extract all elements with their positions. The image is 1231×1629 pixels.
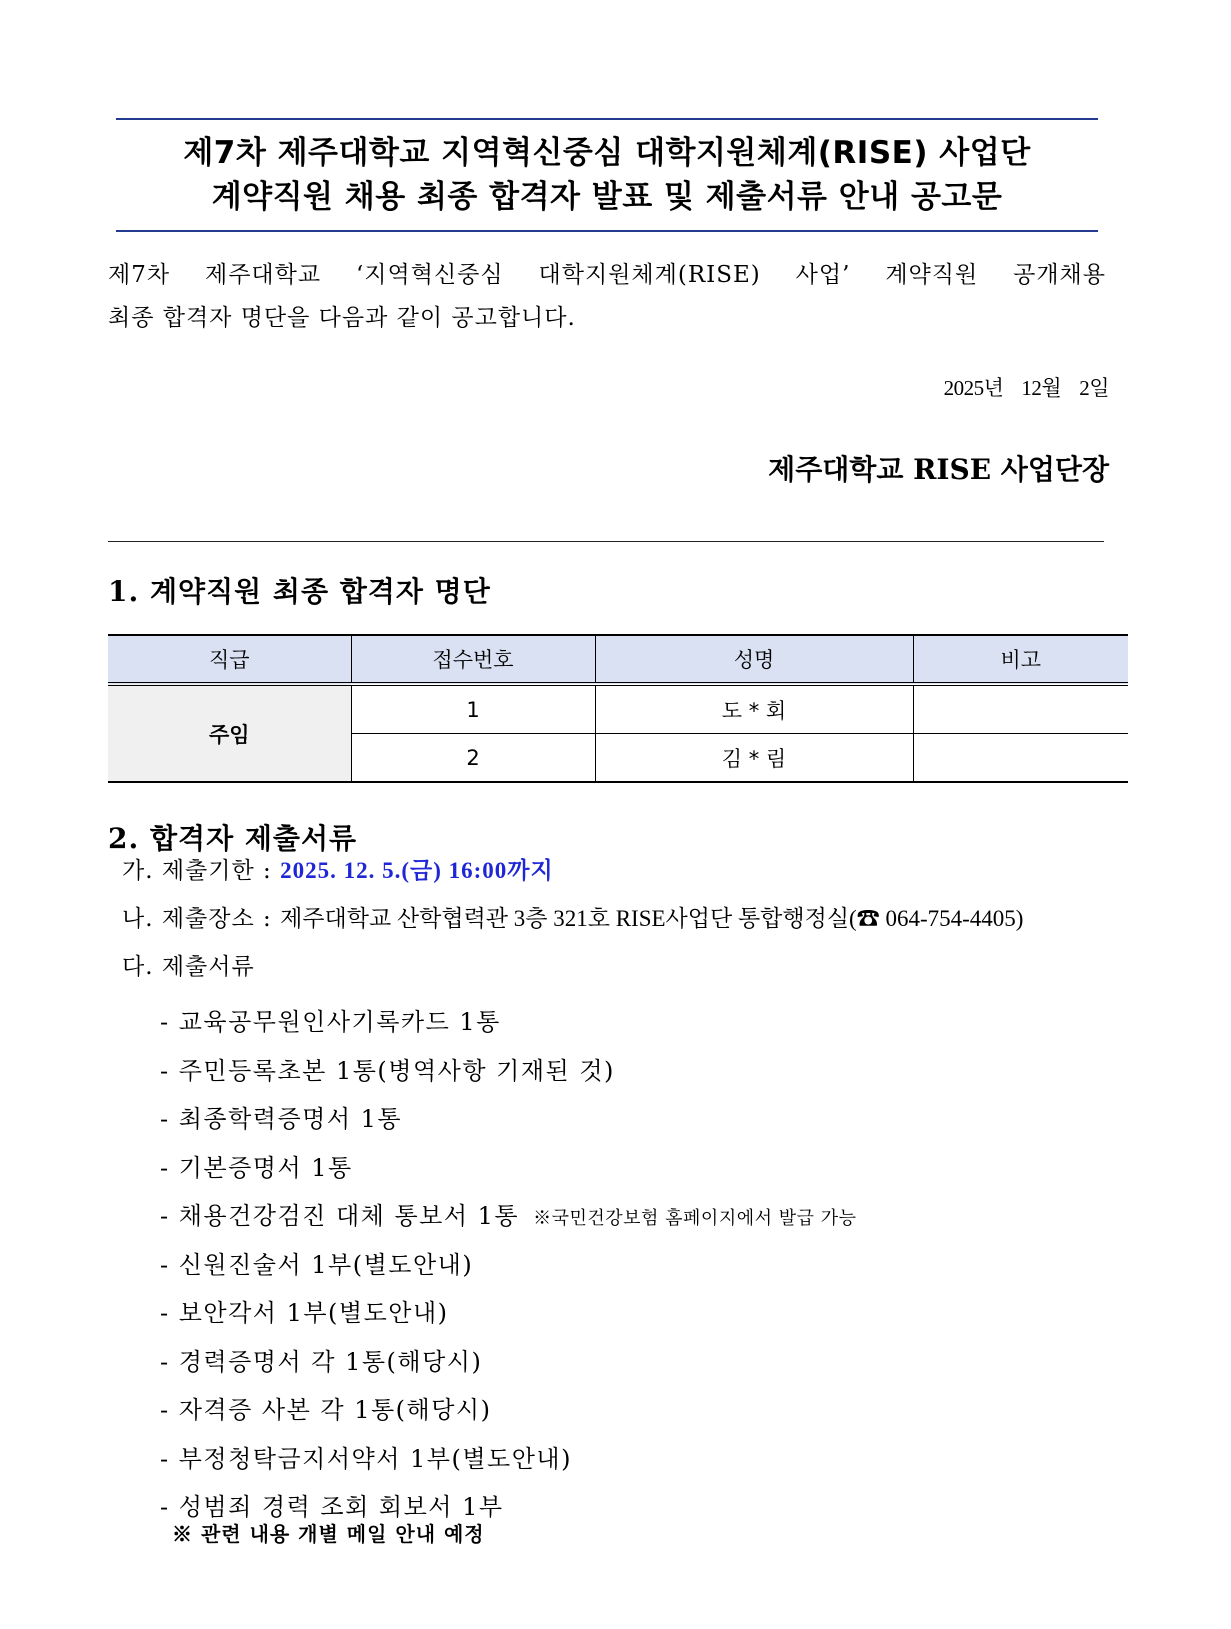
date-day: 2일 — [1079, 376, 1109, 400]
list-item: - 기본증명서 1통 — [160, 1153, 353, 1182]
name-cell: 도 * 회 — [595, 684, 913, 734]
document-list — [160, 998, 856, 1532]
signer: 제주대학교 RISE 사업단장 — [768, 453, 1109, 486]
section-1-title: 1. 계약직원 최종 합격자 명단 — [108, 575, 491, 608]
deadline-row — [122, 852, 554, 885]
header-name: 성명 — [595, 635, 913, 684]
receipt-no-cell: 1 — [351, 684, 595, 734]
header-position: 직급 — [108, 635, 351, 684]
roster-table — [108, 634, 1128, 783]
position-cell: 주임 — [108, 684, 351, 782]
intro-line-1: 제7차 제주대학교 ‘지역혁신중심 대학지원체계(RISE) 사업’ 계약직원 공개채용 — [108, 262, 1106, 288]
header-note: 비고 — [913, 635, 1128, 684]
header-receipt-no: 접수번호 — [351, 635, 595, 684]
list-item-text: - 채용건강검진 대체 통보서 1통 — [160, 1202, 520, 1230]
list-item: - 부정청탁금지서약서 1부(별도안내) — [160, 1444, 572, 1473]
name-cell: 김 * 림 — [595, 734, 913, 783]
health-note: ※국민건강보험 홈페이지에서 발급 가능 — [533, 1208, 857, 1229]
list-item: - 성범죄 경력 조회 회보서 1부 — [160, 1493, 504, 1521]
title-line-1: 제7차 제주대학교 지역혁신중심 대학지원체계(RISE) 사업단 — [183, 135, 1031, 171]
list-item: - 자격증 사본 각 1통(해당시) — [160, 1396, 492, 1424]
announcement-date — [944, 372, 1109, 402]
note-cell — [913, 684, 1128, 734]
note-cell — [913, 734, 1128, 783]
list-item: - 교육공무원인사기록카드 1통 — [160, 1008, 501, 1036]
date-year: 2025년 — [943, 376, 1004, 400]
list-item — [160, 1192, 856, 1241]
intro-paragraph — [108, 254, 1106, 340]
intro-line-2: 최종 합격자 명단을 다음과 같이 공고합니다. — [108, 305, 576, 331]
place-label: 나. 제출장소 : — [122, 906, 281, 932]
table-header-row — [108, 635, 1128, 684]
title-block — [116, 118, 1098, 232]
place-value: 제주대학교 산학협력관 3층 321호 RISE사업단 통합행정실(☎ 064-754-4405) — [280, 906, 1024, 931]
date-month: 12월 — [1021, 376, 1062, 400]
list-item: - 보안각서 1부(별도안내) — [160, 1299, 449, 1327]
receipt-no-cell: 2 — [351, 734, 595, 783]
table-row — [108, 684, 1128, 734]
title-line-2: 계약직원 채용 최종 합격자 발표 및 제출서류 안내 공고문 — [211, 179, 1003, 215]
list-item: - 주민등록초본 1통(병역사항 기재된 것) — [160, 1056, 615, 1085]
deadline-label: 가. 제출기한 : — [122, 858, 281, 884]
list-item: - 최종학력증명서 1통 — [160, 1105, 403, 1133]
divider — [108, 541, 1104, 542]
footnote: ※ 관련 내용 개별 메일 안내 예정 — [172, 1522, 485, 1546]
docs-label: 다. 제출서류 — [122, 954, 255, 980]
list-item: - 경력증명서 각 1통(해당시) — [160, 1347, 483, 1376]
place-row — [122, 900, 1023, 933]
list-item: - 신원진술서 1부(별도안내) — [160, 1250, 474, 1279]
section-2-title: 2. 합격자 제출서류 — [108, 822, 358, 855]
deadline-value: 2025. 12. 5.(금) 16:00까지 — [280, 858, 554, 883]
